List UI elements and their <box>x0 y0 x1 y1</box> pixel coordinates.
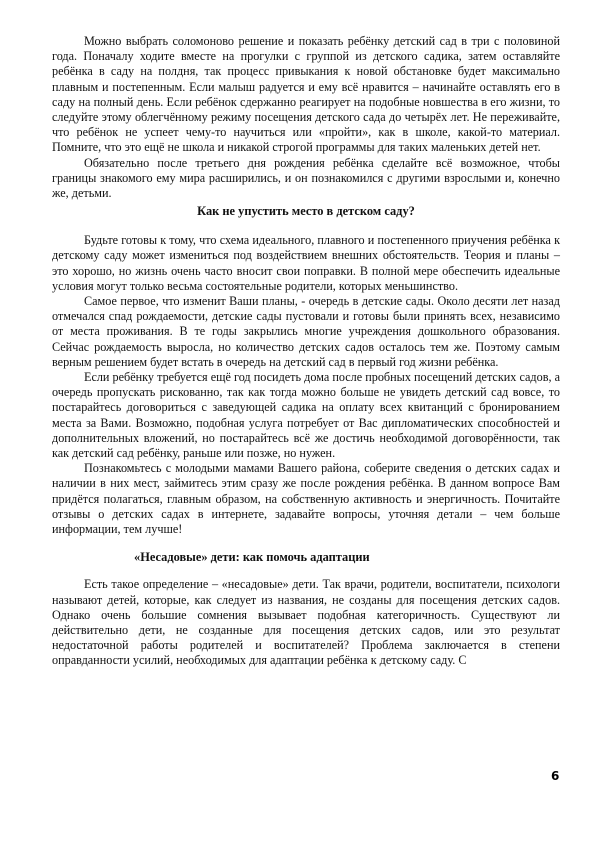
paragraph: Есть такое определение – «несадовые» дети. Так врачи, родители, воспитатели, психологи называют детей, которые, как следует из названия, не созданы для посещения детских садов. Однако очень большие сомнения вызывает подобная категоричность. Существуют ли действительно дети, не созданные для посещения детских садов, или это результат недостаточной работы родителей и воспитателей? Проблема заключается в степени оправданности усилий, необходимых для адаптации ребёнка к детскому саду. С <box>52 577 560 668</box>
page-number: 6 <box>551 769 560 783</box>
section-heading: Как не упустить место в детском саду? <box>197 204 415 219</box>
paragraph: Будьте готовы к тому, что схема идеального, плавного и постепенного приучения ребёнка к детскому саду может измениться под воздействием внешних обстоятельств. Теория и планы – это хорошо, но жизнь очень часто вносит свои поправки. В полной мере обеспечить идеальные условия могут только весьма состоятельные родители, которых меньшинство. <box>52 233 560 293</box>
paragraph: Познакомьтесь с молодыми мамами Вашего района, соберите сведения о детских садах и наличии в них мест, займитесь этим сразу же после рождения ребёнка. В данном вопросе Вам придётся полагаться, главным образом, на собственную активность и энергичность. Почитайте отзывы о детских садах в интернете, задавайте вопросы, уточняя детали – чем больше информации, тем лучше! <box>52 461 560 537</box>
paragraph: Если ребёнку требуется ещё год посидеть дома после пробных посещений детских садов, а очередь пропускать рискованно, так как тогда можно больше не увидеть детский сад вовсе, то постарайтесь договориться с заведующей садика на оплату всех квитанций с бронированием места за Вами. Возможно, подобная услуга потребует от Вас дипломатических способностей и дополнительных вложений, но постарайтесь всё же достичь необходимой договорённости, так как детский сад ребёнку, раньше или позже, но нужен. <box>52 370 560 461</box>
paragraph: Самое первое, что изменит Ваши планы, - очередь в детские сады. Около десяти лет назад отмечался спад рождаемости, детские сады пустовали и готовы были принять всех, независимо от места проживания. В те годы закрылись многие учреждения дошкольного образования. Сейчас рождаемость выросла, но количество детских садов осталось тем же. Поэтому самым верным решением будет встать в очередь на детский сад в первый год жизни ребёнка. <box>52 294 560 369</box>
page-content <box>52 34 560 669</box>
paragraph: Обязательно после третьего дня рождения ребёнка сделайте всё возможное, чтобы границы знакомого ему мира расширились, и он познакомился с другими взрослыми и, конечно же, детьми. <box>52 155 560 201</box>
section-heading: «Несадовые» дети: как помочь адаптации <box>134 550 370 565</box>
paragraph: Можно выбрать соломоново решение и показать ребёнку детский сад в три с половиной года. Поначалу ходите вместе на прогулки с группой из детского садика, затем оставляйте ребёнка в саду на полдня, так процесс привыкания к новой обстановке будет максимально плавным и постепенным. Если малыш радуется и ему всё нравится – начинайте оставлять его в саду на полный день. Если ребёнок сдержанно реагирует на подобные новшества в его жизни, то следуйте этому облегчённому режиму посещения детского сада до четырёх лет. Не переживайте, что ребёнок не успеет чему-то научиться или «пройти», как в школе, какой-то материал. Помните, что это ещё не школа и никакой строгой программы для таких маленьких детей нет. <box>52 34 560 155</box>
